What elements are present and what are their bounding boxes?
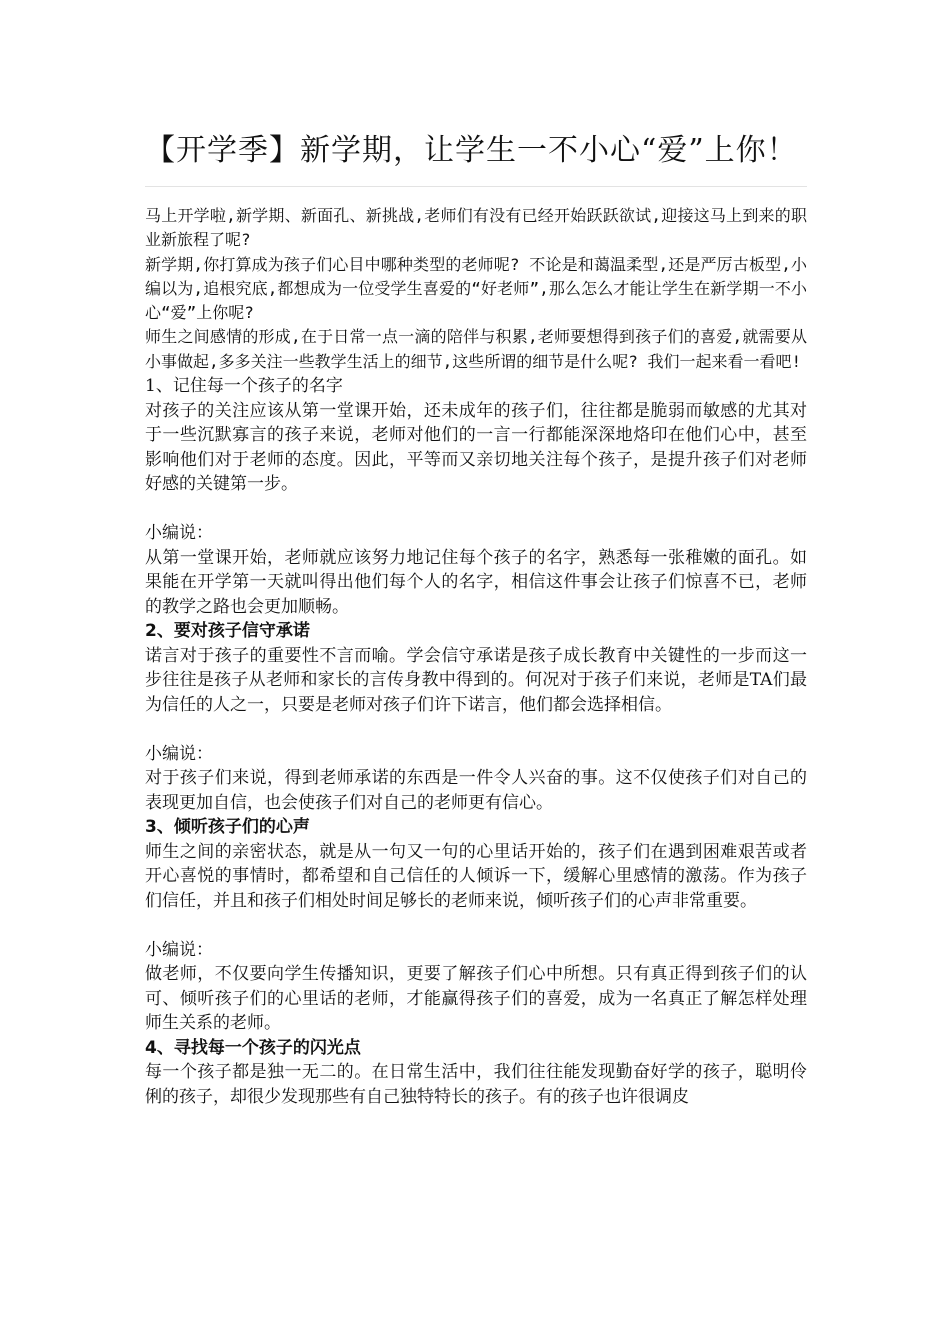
paragraph-gap (145, 497, 807, 522)
editor-note-label: 小编说： (145, 939, 213, 960)
title-divider (145, 186, 807, 187)
intro-paragraph: 新学期,你打算成为孩子们心目中哪种类型的老师呢? 不论是和蔼温柔型,还是严厉古板型,小编以为,追根究底,都想成为一位受学生喜爱的“好老师”,那么怎么才能让学生在新学期一不小心“爱”上你呢? (145, 254, 807, 323)
editor-note-label: 小编说： (145, 743, 213, 764)
section-paragraph: 对孩子的关注应该从第一堂课开始，还未成年的孩子们，往往都是脆弱而敏感的尤其对于一些沉默寡言的孩子来说，老师对他们的一言一行都能深深地烙印在他们心中，甚至影响他们对于老师的态度。因此，平等而又亲切地关注每个孩子，是提升孩子们对老师好感的关键第一步。 (145, 400, 807, 495)
editor-note: 做老师，不仅要向学生传播知识，更要了解孩子们心中所想。只有真正得到孩子们的认可、倾听孩子们的心里话的老师，才能赢得孩子们的喜爱，成为一名真正了解怎样处理师生关系的老师。 (145, 964, 807, 1034)
section-heading: 4、寻找每一个孩子的闪光点 (145, 1037, 361, 1058)
editor-note: 对于孩子们来说，得到老师承诺的东西是一件令人兴奋的事。这不仅使孩子们对自己的表现更加自信，也会使孩子们对自己的老师更有信心。 (145, 768, 807, 813)
section-paragraph: 诺言对于孩子的重要性不言而喻。学会信守承诺是孩子成长教育中关键性的一步而这一步往往是孩子从老师和家长的言传身教中得到的。何况对于孩子们来说，老师是TA们最为信任的人之一，只要是老师对孩子们许下诺言，他们都会选择相信。 (145, 645, 807, 715)
section-paragraph: 师生之间的亲密状态，就是从一句又一句的心里话开始的，孩子们在遇到困难艰苦或者开心喜悦的事情时，都希望和自己信任的人倾诉一下，缓解心里感情的激荡。作为孩子们信任，并且和孩子们相处时间足够长的老师来说，倾听孩子们的心声非常重要。 (145, 841, 807, 911)
paragraph-gap (145, 913, 807, 938)
section-paragraph: 每一个孩子都是独一无二的。在日常生活中，我们往往能发现勤奋好学的孩子，聪明伶俐的孩子，却很少发现那些有自己独特特长的孩子。有的孩子也许很调皮 (145, 1062, 807, 1107)
intro-paragraph: 马上开学啦,新学期、新面孔、新挑战,老师们有没有已经开始跃跃欲试,迎接这马上到来的职业新旅程了呢? (145, 206, 807, 250)
section-heading: 1、记住每一个孩子的名字 (145, 376, 343, 397)
section-heading: 2、要对孩子信守承诺 (145, 621, 310, 642)
article-body (145, 204, 807, 1109)
editor-note-label: 小编说： (145, 523, 213, 544)
section-heading: 3、倾听孩子们的心声 (145, 817, 310, 838)
intro-paragraph: 师生之间感情的形成,在于日常一点一滴的陪伴与积累,老师要想得到孩子们的喜爱,就需要从小事做起,多多关注一些教学生活上的细节,这些所谓的细节是什么呢? 我们一起来看一看吧! (145, 327, 807, 371)
editor-note: 从第一堂课开始，老师就应该努力地记住每个孩子的名字，熟悉每一张稚嫩的面孔。如果能在开学第一天就叫得出他们每个人的名字，相信这件事会让孩子们惊喜不已，老师的教学之路也会更加顺畅。 (145, 547, 807, 617)
paragraph-gap (145, 717, 807, 742)
article-title: 【开学季】新学期，让学生一不小心“爱”上你！ (145, 133, 798, 168)
